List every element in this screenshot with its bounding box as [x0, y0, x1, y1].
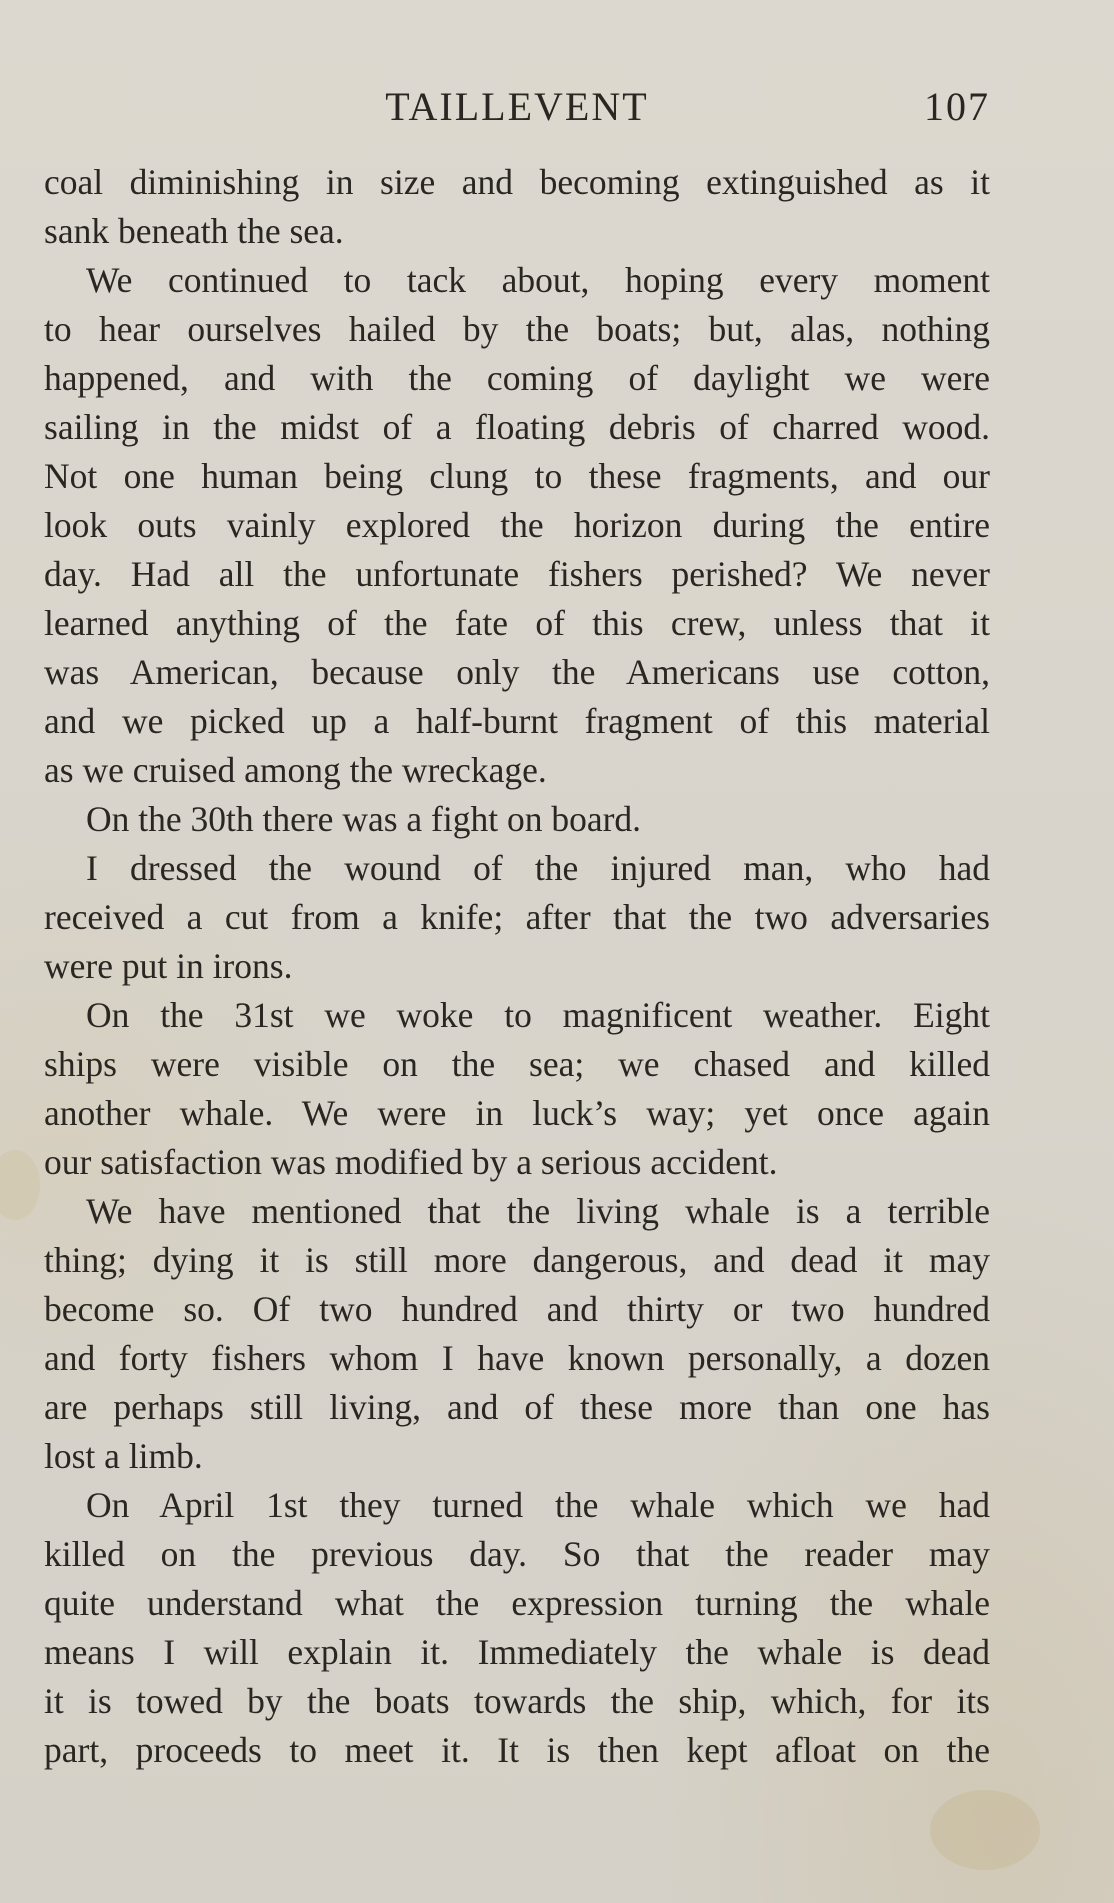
text-line: part, proceeds to meet it. It is then kept afloat on the	[44, 1730, 990, 1770]
text-line: On April 1st they turned the whale which we had	[86, 1485, 990, 1525]
text-line: We have mentioned that the living whale is a terrible	[86, 1191, 990, 1231]
text-line: it is towed by the boats towards the ship, which, for its	[44, 1681, 990, 1721]
text-line: On the 30th there was a fight on board.	[86, 799, 642, 839]
foxing-stain	[930, 1790, 1040, 1870]
text-line: and we picked up a half-burnt fragment of this material	[44, 701, 990, 741]
text-line: ships were visible on the sea; we chased and killed	[44, 1044, 990, 1084]
text-line: our satisfaction was modified by a serious accident.	[44, 1142, 778, 1182]
foxing-stain	[0, 1150, 40, 1220]
text-line: coal diminishing in size and becoming extinguished as it	[44, 162, 990, 202]
text-line: lost a limb.	[44, 1436, 203, 1476]
text-line: as we cruised among the wreckage.	[44, 750, 547, 790]
text-line: Not one human being clung to these fragments, and our	[44, 456, 990, 496]
text-line: learned anything of the fate of this crew, unless that it	[44, 603, 990, 643]
text-line: sank beneath the sea.	[44, 211, 344, 251]
text-line: thing; dying it is still more dangerous, and dead it may	[44, 1240, 990, 1280]
text-line: and forty fishers whom I have known personally, a dozen	[44, 1338, 990, 1378]
text-line: received a cut from a knife; after that the two adversaries	[44, 897, 990, 937]
text-line: day. Had all the unfortunate fishers perished? We never	[44, 554, 990, 594]
text-line: were put in irons.	[44, 946, 293, 986]
page-header	[44, 82, 990, 132]
text-line: happened, and with the coming of daylight we were	[44, 358, 990, 398]
text-line: sailing in the midst of a floating debris of charred wood.	[44, 407, 990, 447]
body-text	[44, 158, 990, 1775]
text-line: look outs vainly explored the horizon during the entire	[44, 505, 990, 545]
page-number: 107	[924, 84, 990, 129]
text-line: to hear ourselves hailed by the boats; but, alas, nothing	[44, 309, 990, 349]
text-line: was American, because only the Americans use cotton,	[44, 652, 990, 692]
text-line: become so. Of two hundred and thirty or two hundred	[44, 1289, 990, 1329]
text-line: I dressed the wound of the injured man, who had	[86, 848, 990, 888]
text-line: are perhaps still living, and of these more than one has	[44, 1387, 990, 1427]
text-line: On the 31st we woke to magnificent weather. Eight	[86, 995, 990, 1035]
running-title: TAILLEVENT	[385, 84, 649, 129]
text-line: We continued to tack about, hoping every moment	[86, 260, 990, 300]
text-line: another whale. We were in luck’s way; yet once again	[44, 1093, 990, 1133]
text-line: killed on the previous day. So that the reader may	[44, 1534, 990, 1574]
text-line: means I will explain it. Immediately the whale is dead	[44, 1632, 990, 1672]
text-line: quite understand what the expression turning the whale	[44, 1583, 990, 1623]
